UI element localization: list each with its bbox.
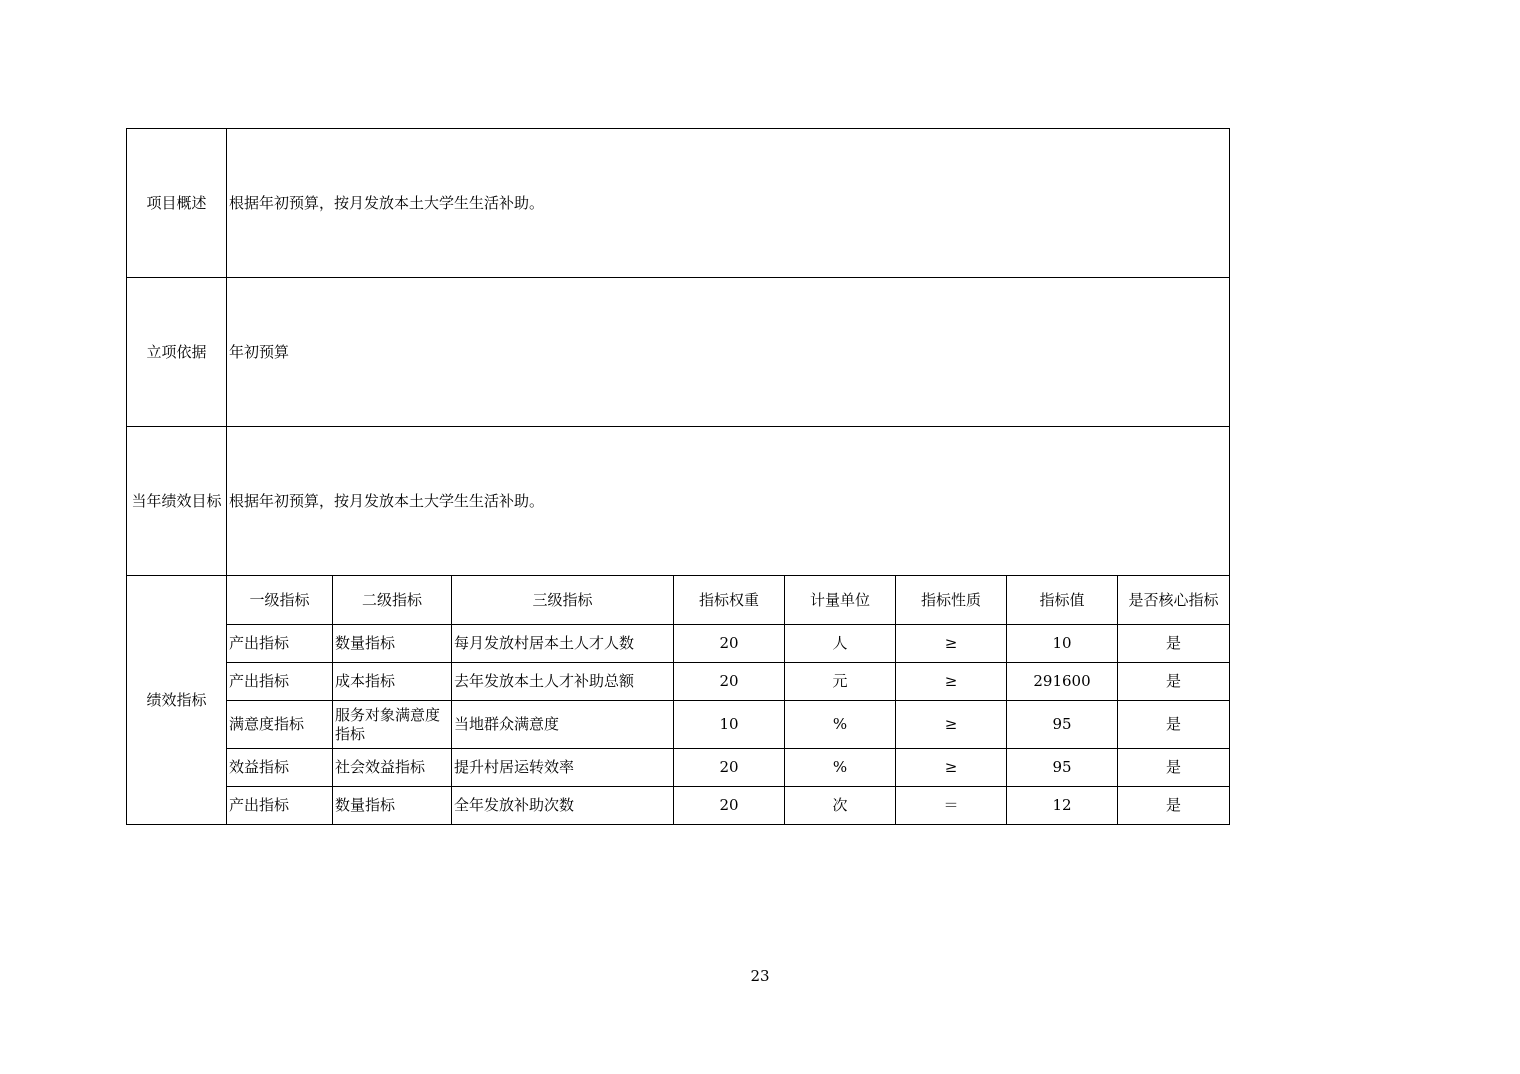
header-core: 是否核心指标	[1118, 576, 1230, 625]
overview-content: 根据年初预算，按月发放本土大学生生活补助。	[227, 129, 1230, 278]
level3-cell: 每月发放村居本土人才人数	[452, 625, 674, 663]
nature-cell: ≥	[896, 625, 1007, 663]
level3-cell: 提升村居运转效率	[452, 749, 674, 787]
level1-cell: 产出指标	[227, 625, 333, 663]
level3-cell: 当地群众满意度	[452, 701, 674, 749]
value-cell: 10	[1007, 625, 1118, 663]
indicator-header-row	[127, 576, 1230, 625]
weight-cell: 20	[674, 663, 785, 701]
core-cell: 是	[1118, 701, 1230, 749]
goal-row	[127, 427, 1230, 576]
level1-cell: 满意度指标	[227, 701, 333, 749]
level1-cell: 产出指标	[227, 787, 333, 825]
value-cell: 95	[1007, 701, 1118, 749]
level2-cell: 数量指标	[333, 625, 452, 663]
level2-cell: 成本指标	[333, 663, 452, 701]
level1-cell: 效益指标	[227, 749, 333, 787]
unit-cell: 人	[785, 625, 896, 663]
core-cell: 是	[1118, 625, 1230, 663]
level1-cell: 产出指标	[227, 663, 333, 701]
nature-cell: ≥	[896, 701, 1007, 749]
value-cell: 291600	[1007, 663, 1118, 701]
header-value: 指标值	[1007, 576, 1118, 625]
core-cell: 是	[1118, 663, 1230, 701]
overview-row	[127, 129, 1230, 278]
goal-label: 当年绩效目标	[127, 427, 227, 576]
header-level2: 二级指标	[333, 576, 452, 625]
weight-cell: 20	[674, 625, 785, 663]
table-row	[127, 787, 1230, 825]
unit-cell: %	[785, 701, 896, 749]
unit-cell: 元	[785, 663, 896, 701]
page-number: 23	[750, 967, 770, 985]
core-cell: 是	[1118, 787, 1230, 825]
level2-cell: 社会效益指标	[333, 749, 452, 787]
core-cell: 是	[1118, 749, 1230, 787]
table-row	[127, 701, 1230, 749]
nature-cell: ≥	[896, 663, 1007, 701]
basis-label: 立项依据	[127, 278, 227, 427]
unit-cell: 次	[785, 787, 896, 825]
performance-table	[126, 128, 1230, 825]
level2-cell: 数量指标	[333, 787, 452, 825]
basis-content: 年初预算	[227, 278, 1230, 427]
header-unit: 计量单位	[785, 576, 896, 625]
header-level3: 三级指标	[452, 576, 674, 625]
basis-row	[127, 278, 1230, 427]
weight-cell: 20	[674, 749, 785, 787]
goal-content: 根据年初预算，按月发放本土大学生生活补助。	[227, 427, 1230, 576]
table-row	[127, 625, 1230, 663]
nature-cell: ≥	[896, 749, 1007, 787]
weight-cell: 20	[674, 787, 785, 825]
weight-cell: 10	[674, 701, 785, 749]
level3-cell: 去年发放本土人才补助总额	[452, 663, 674, 701]
unit-cell: %	[785, 749, 896, 787]
overview-label: 项目概述	[127, 129, 227, 278]
header-weight: 指标权重	[674, 576, 785, 625]
table-row	[127, 749, 1230, 787]
value-cell: 12	[1007, 787, 1118, 825]
value-cell: 95	[1007, 749, 1118, 787]
indicators-label: 绩效指标	[127, 576, 227, 825]
level2-cell: 服务对象满意度指标	[333, 701, 452, 749]
nature-cell: ＝	[896, 787, 1007, 825]
level3-cell: 全年发放补助次数	[452, 787, 674, 825]
table-row	[127, 663, 1230, 701]
header-nature: 指标性质	[896, 576, 1007, 625]
header-level1: 一级指标	[227, 576, 333, 625]
